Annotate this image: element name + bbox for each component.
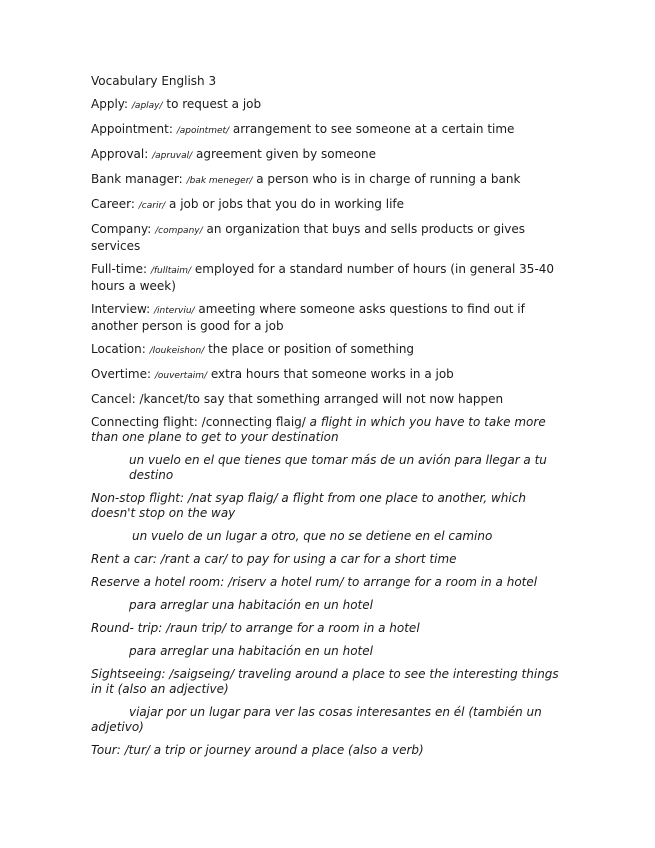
pronunciation: /apruval/ <box>152 151 193 161</box>
vocab-entry-apply <box>91 97 571 114</box>
vocab-entry-location <box>91 342 571 359</box>
term: Connecting flight: /connecting flaig/ <box>91 415 306 429</box>
pronunciation: /interviu/ <box>154 306 195 316</box>
definition: ameeting where someone asks questions to find out if another person is good for a job <box>91 302 525 333</box>
definition: arrangement to see someone at a certain time <box>232 122 515 136</box>
term: Location: <box>91 342 146 356</box>
vocab-entry-appointment <box>91 122 571 139</box>
vocab-entry-rent-a-car: Rent a car: /rant a car/ to pay for using a car for a short time <box>91 552 457 566</box>
pronunciation: /aplay/ <box>131 101 163 111</box>
pronunciation: /company/ <box>155 226 203 236</box>
vocab-entry-full-time <box>91 262 571 294</box>
spanish-translation-text: viajar por un lugar para ver las cosas interesantes en él (también un adjetivo) <box>91 705 542 734</box>
pronunciation: /loukeishon/ <box>149 346 205 356</box>
spanish-translation: un vuelo en el que tienes que tomar más de un avión para llegar a tu destino <box>129 453 547 482</box>
term: Interview: <box>91 302 151 316</box>
pronunciation: /fulltaim/ <box>150 266 192 276</box>
spanish-translation <box>91 705 571 735</box>
vocab-entry-non-stop-flight: Non-stop flight: /nat syap flaig/ a flight from one place to another, which doesn't stop on the way <box>91 491 526 520</box>
vocab-entry-overtime <box>91 367 571 384</box>
term: Overtime: <box>91 367 152 381</box>
pronunciation: /apointmet/ <box>176 126 230 136</box>
spanish-translation: para arreglar una habitación en un hotel <box>129 598 373 612</box>
pronunciation: /bak meneger/ <box>186 176 253 186</box>
vocab-entry-career <box>91 197 571 214</box>
term: Company: <box>91 222 152 236</box>
vocab-entry-sightseeing: Sightseeing: /saigseing/ traveling around a place to see the interesting things in it (also an adjective) <box>91 667 559 696</box>
vocab-entry-tour: Tour: /tur/ a trip or journey around a place (also a verb) <box>91 743 424 757</box>
definition: agreement given by someone <box>196 147 376 161</box>
vocab-entry-round-trip: Round- trip: /raun trip/ to arrange for a room in a hotel <box>91 621 420 635</box>
definition: a flight in which you have to take more than one plane to get to your destination <box>91 415 546 444</box>
document-body <box>91 74 571 766</box>
vocab-entry-connecting-flight <box>91 415 571 445</box>
term: Bank manager: <box>91 172 183 186</box>
term: Approval: <box>91 147 149 161</box>
definition: a person who is in charge of running a bank <box>256 172 521 186</box>
definition: the place or position of something <box>208 342 415 356</box>
vocab-entry-cancel: Cancel: /kancet/to say that something arranged will not now happen <box>91 392 504 406</box>
term: Career: <box>91 197 135 211</box>
document-title: Vocabulary English 3 <box>91 74 217 88</box>
pronunciation: /carir/ <box>138 201 166 211</box>
spanish-translation: para arreglar una habitación en un hotel <box>129 644 373 658</box>
term: Apply: <box>91 97 129 111</box>
definition: extra hours that someone works in a job <box>210 367 454 381</box>
definition: an organization that buys and sells products or gives services <box>91 222 526 253</box>
pronunciation: /ouvertaim/ <box>154 371 208 381</box>
vocab-entry-approval <box>91 147 571 164</box>
term: Appointment: <box>91 122 173 136</box>
definition: employed for a standard number of hours (in general 35-40 hours a week) <box>91 262 555 293</box>
definition: to request a job <box>166 97 262 111</box>
vocab-entry-reserve-hotel-room: Reserve a hotel room: /riserv a hotel rum/ to arrange for a room in a hotel <box>91 575 538 589</box>
vocab-entry-company <box>91 222 571 254</box>
definition: a job or jobs that you do in working life <box>169 197 405 211</box>
vocab-entry-bank-manager <box>91 172 571 189</box>
term: Full-time: <box>91 262 148 276</box>
vocab-entry-interview <box>91 302 571 334</box>
spanish-translation: un vuelo de un lugar a otro, que no se detiene en el camino <box>132 529 493 543</box>
